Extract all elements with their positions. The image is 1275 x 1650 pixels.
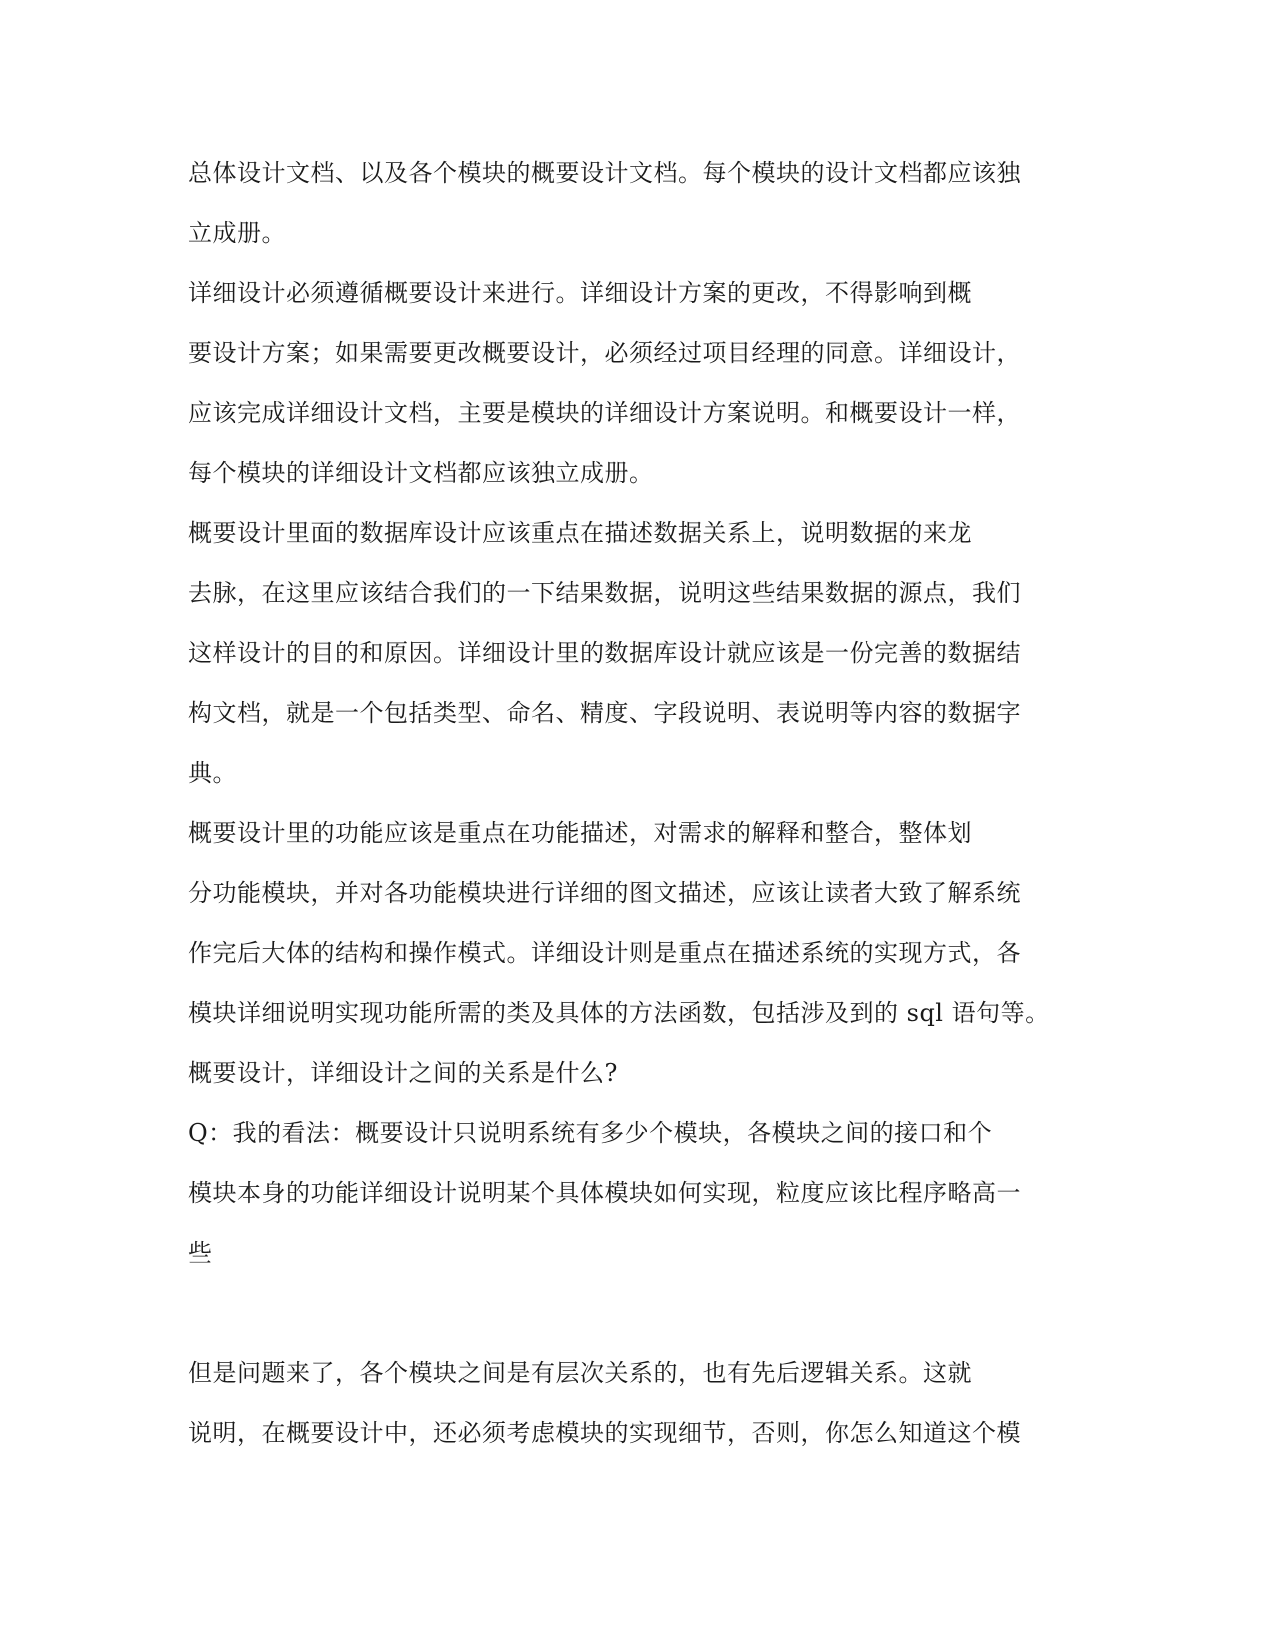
text-line: 总体设计文档、以及各个模块的概要设计文档。每个模块的设计文档都应该独 <box>188 159 1021 187</box>
text-line: Q：我的看法：概要设计只说明系统有多少个模块，各模块之间的接口和个 <box>188 1119 993 1147</box>
text-line: 要设计方案；如果需要更改概要设计，必须经过项目经理的同意。详细设计， <box>188 339 1021 367</box>
text-line: 应该完成详细设计文档，主要是模块的详细设计方案说明。和概要设计一样， <box>188 399 1021 427</box>
text-line: 详细设计必须遵循概要设计来进行。详细设计方案的更改，不得影响到概 <box>188 279 972 307</box>
text-line: 分功能模块，并对各功能模块进行详细的图文描述，应该让读者大致了解系统 <box>188 879 1021 907</box>
text-line: 但是问题来了，各个模块之间是有层次关系的，也有先后逻辑关系。这就 <box>188 1359 972 1387</box>
text-line: 去脉，在这里应该结合我们的一下结果数据，说明这些结果数据的源点，我们 <box>188 579 1021 607</box>
text-line: 模块详细说明实现功能所需的类及具体的方法函数，包括涉及到的 sql 语句等。 <box>188 999 1050 1027</box>
text-line: 每个模块的详细设计文档都应该独立成册。 <box>188 459 654 487</box>
text-line: 概要设计里面的数据库设计应该重点在描述数据关系上，说明数据的来龙 <box>188 519 972 547</box>
text-line: 这样设计的目的和原因。详细设计里的数据库设计就应该是一份完善的数据结 <box>188 639 1021 667</box>
text-line: 概要设计里的功能应该是重点在功能描述，对需求的解释和整合，整体划 <box>188 819 972 847</box>
text-line: 模块本身的功能详细设计说明某个具体模块如何实现，粒度应该比程序略高一 <box>188 1179 1021 1207</box>
text-line: 作完后大体的结构和操作模式。详细设计则是重点在描述系统的实现方式，各 <box>188 939 1021 967</box>
text-line: 立成册。 <box>188 219 286 247</box>
body-text <box>188 143 1068 1463</box>
text-line: 些 <box>188 1239 213 1267</box>
text-line: 典。 <box>188 759 237 787</box>
text-line: 说明，在概要设计中，还必须考虑模块的实现细节，否则，你怎么知道这个模 <box>188 1419 1021 1447</box>
text-line: 构文档，就是一个包括类型、命名、精度、字段说明、表说明等内容的数据字 <box>188 699 1021 727</box>
text-line: 概要设计，详细设计之间的关系是什么? <box>188 1059 618 1087</box>
paragraph-gap <box>188 1283 1068 1343</box>
